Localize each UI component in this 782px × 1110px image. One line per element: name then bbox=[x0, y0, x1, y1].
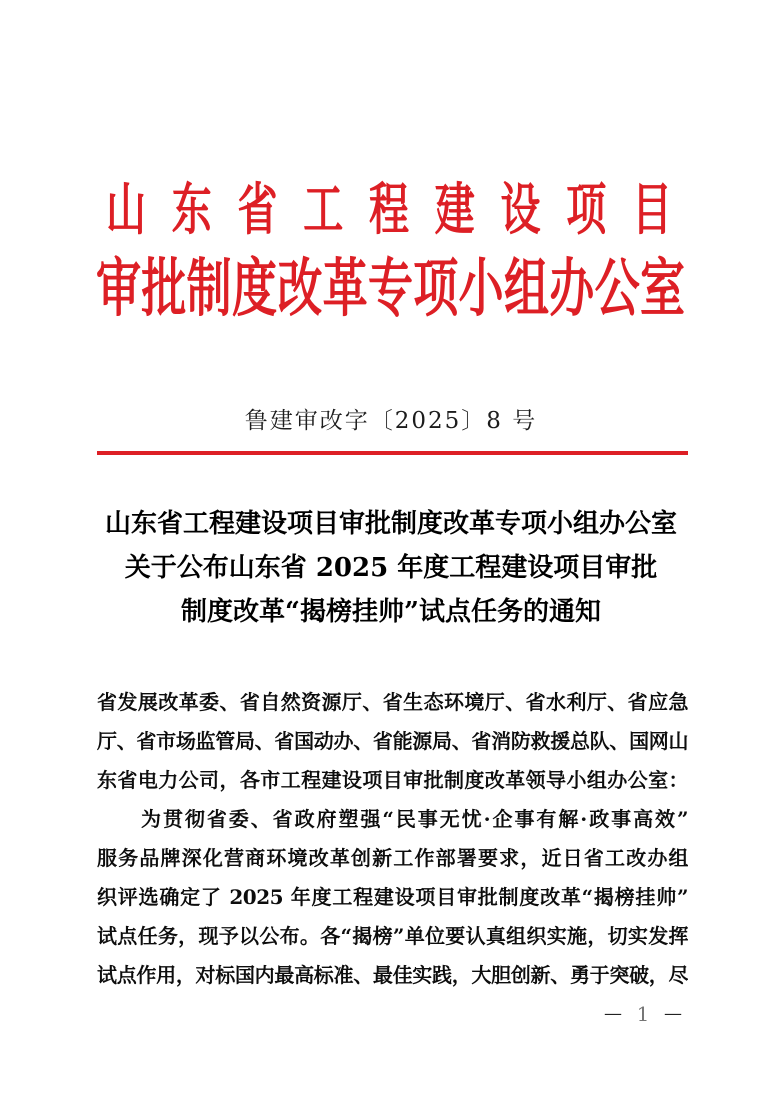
body-line-5: 服务品牌深化营商环境改革创新工作部署要求，近日省工改办组 bbox=[97, 846, 688, 870]
document-number: 鲁建审改字〔2025〕8 号 bbox=[244, 408, 538, 434]
body-line-4: 为贯彻省委、省政府塑强“民事无忧·企事有解·政事高效” bbox=[141, 807, 688, 831]
body-line-2: 厅、省市场监管局、省国动办、省能源局、省消防救援总队、国网山 bbox=[97, 729, 688, 753]
notice-title-line2: 关于公布山东省 2025 年度工程建设项目审批 bbox=[124, 553, 658, 583]
letterhead-line2: 审 批 制 度 改 革 专 项 小 组 办 公 室 bbox=[96, 251, 685, 326]
page-number-dash-right: — bbox=[663, 1003, 682, 1024]
page-number-value: 1 bbox=[636, 1002, 650, 1026]
page-number bbox=[604, 1001, 682, 1027]
notice-title bbox=[95, 502, 687, 634]
body-line-6: 织评选确定了 2025 年度工程建设项目审批制度改革“揭榜挂帅” bbox=[97, 885, 688, 909]
red-divider-line bbox=[97, 451, 688, 455]
body-line-1: 省发展改革委、省自然资源厅、省生态环境厅、省水利厅、省应急 bbox=[97, 690, 688, 714]
body-line-8: 试点作用，对标国内最高标准、最佳实践，大胆创新、勇于突破，尽 bbox=[97, 963, 688, 987]
page-number-dash-left: — bbox=[604, 1003, 622, 1024]
notice-body bbox=[97, 683, 688, 995]
body-line-7: 试点任务，现予以公布。各“揭榜”单位要认真组织实施，切实发挥 bbox=[97, 924, 688, 948]
notice-title-line1: 山东省工程建设项目审批制度改革专项小组办公室 bbox=[104, 509, 677, 539]
body-line-3: 东省电力公司，各市工程建设项目审批制度改革领导小组办公室： bbox=[97, 768, 688, 792]
letterhead-line1: 山 东 省 工 程 建 设 项 目 bbox=[106, 177, 672, 244]
notice-title-line3: 制度改革“揭榜挂帅”试点任务的通知 bbox=[181, 597, 601, 627]
